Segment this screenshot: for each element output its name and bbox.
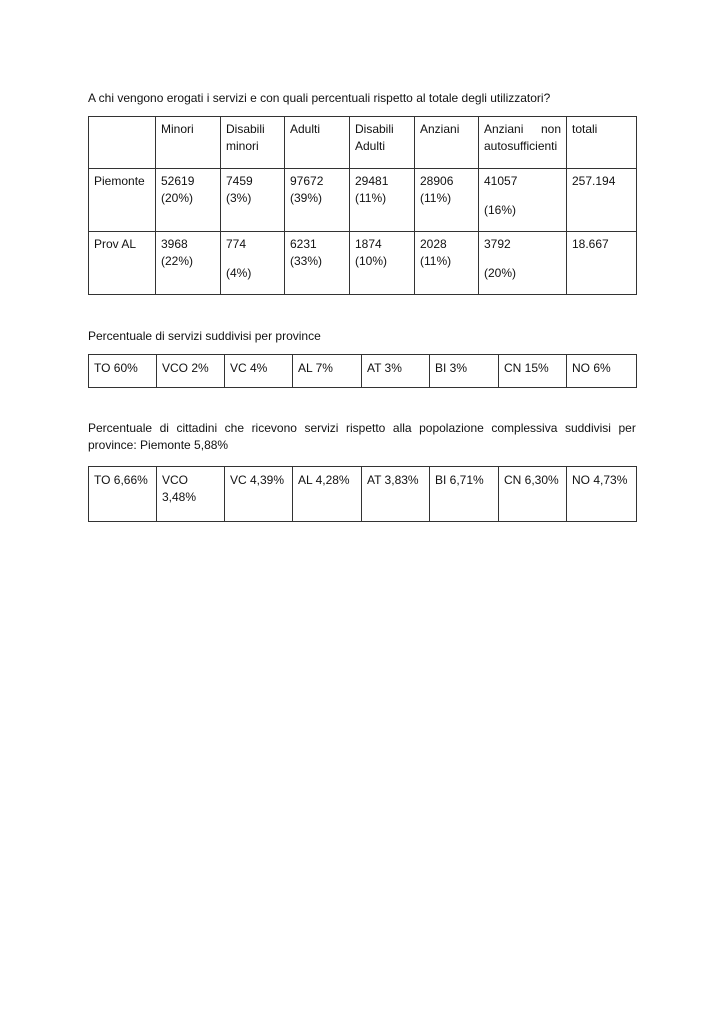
- cell-percent: (39%): [290, 191, 323, 205]
- table-cell: 257.194: [567, 169, 637, 232]
- cell-percent: (4%): [226, 266, 252, 280]
- cell-value: 52619: [161, 174, 195, 188]
- province-cell: BI 3%: [430, 355, 499, 388]
- title-word: di: [159, 421, 169, 435]
- province-cell: VCO 3,48%: [157, 467, 225, 522]
- table-cell: [415, 169, 479, 232]
- services-recipients-table: [88, 116, 637, 295]
- province-cell: VCO 2%: [157, 355, 225, 388]
- cell-value: 97672: [290, 174, 324, 188]
- citizens-served-by-province-table: [88, 466, 637, 522]
- province-cell: BI 6,71%: [430, 467, 499, 522]
- province-cell: CN 6,30%: [499, 467, 567, 522]
- section3-title: [88, 420, 636, 454]
- header-cell: Adulti: [285, 117, 350, 169]
- section3-title-line2: province: Piemonte 5,88%: [88, 438, 229, 452]
- province-cell: TO 6,66%: [89, 467, 157, 522]
- title-word: alla: [392, 421, 412, 435]
- table-cell: [350, 232, 415, 295]
- cell-percent: (33%): [290, 254, 323, 268]
- title-word: che: [224, 421, 245, 435]
- cell-value: 3792: [484, 237, 511, 251]
- province-cell: NO 4,73%: [567, 467, 637, 522]
- header-anziani-non-auto: Anziani non autosufficienti: [484, 122, 561, 153]
- header-cell: [479, 117, 567, 169]
- table-cell: [221, 232, 285, 295]
- cell-value: 2028: [420, 237, 447, 251]
- province-cell: AT 3,83%: [362, 467, 430, 522]
- table-cell: [479, 169, 567, 232]
- province-cell: AL 4,28%: [293, 467, 362, 522]
- table-cell: 18.667: [567, 232, 637, 295]
- table-cell: [285, 232, 350, 295]
- cell-value: 7459: [226, 174, 253, 188]
- province-cell: TO 60%: [89, 355, 157, 388]
- province-cell: NO 6%: [567, 355, 637, 388]
- header-cell: Anziani: [415, 117, 479, 169]
- section2-title: Percentuale di servizi suddivisi per province: [88, 329, 321, 343]
- title-word: complessiva: [491, 421, 558, 435]
- province-cell: AT 3%: [362, 355, 430, 388]
- intro-question: A chi vengono erogati i servizi e con quali percentuali rispetto al totale degli utilizzatori?: [88, 91, 551, 105]
- province-cell: VC 4%: [225, 355, 293, 388]
- province-cell: AL 7%: [293, 355, 362, 388]
- cell-value: 6231: [290, 237, 317, 251]
- table-cell: [156, 169, 221, 232]
- table-cell: [350, 169, 415, 232]
- title-word: per: [618, 421, 636, 435]
- title-word: suddivisi: [564, 421, 611, 435]
- cell-percent: (16%): [484, 203, 517, 217]
- cell-percent: (10%): [355, 254, 388, 268]
- table-cell: [221, 169, 285, 232]
- table-cell: [479, 232, 567, 295]
- province-cell: VC 4,39%: [225, 467, 293, 522]
- cell-value: 774: [226, 237, 247, 251]
- table-row: [89, 355, 637, 388]
- cell-value: 1874: [355, 237, 382, 251]
- title-word: popolazione: [419, 421, 484, 435]
- cell-percent: (20%): [161, 191, 194, 205]
- cell-value: 29481: [355, 174, 389, 188]
- table-row: [89, 467, 637, 522]
- table-row: [89, 169, 637, 232]
- cell-percent: (11%): [355, 191, 387, 205]
- cell-value: 3968: [161, 237, 188, 251]
- header-cell: Minori: [156, 117, 221, 169]
- table-header-row: [89, 117, 637, 169]
- header-cell: Disabili minori: [221, 117, 285, 169]
- services-by-province-table: [88, 354, 637, 388]
- header-cell: [89, 117, 156, 169]
- title-word: cittadini: [176, 421, 218, 435]
- title-word: Percentuale: [88, 421, 153, 435]
- cell-percent: (3%): [226, 191, 252, 205]
- cell-value: 28906: [420, 174, 454, 188]
- header-cell: totali: [567, 117, 637, 169]
- title-word: ricevono: [251, 421, 297, 435]
- cell-percent: (20%): [484, 266, 517, 280]
- title-word: rispetto: [346, 421, 386, 435]
- cell-percent: (22%): [161, 254, 194, 268]
- header-cell: Disabili Adulti: [350, 117, 415, 169]
- title-word: servizi: [304, 421, 339, 435]
- table-cell: [415, 232, 479, 295]
- row-label: Prov AL: [89, 232, 156, 295]
- province-cell: CN 15%: [499, 355, 567, 388]
- table-cell: [156, 232, 221, 295]
- section3-title-line1: [88, 420, 636, 437]
- table-row: [89, 232, 637, 295]
- cell-value: 41057: [484, 174, 518, 188]
- cell-percent: (11%): [420, 254, 452, 268]
- cell-percent: (11%): [420, 191, 452, 205]
- row-label: Piemonte: [89, 169, 156, 232]
- table-cell: [285, 169, 350, 232]
